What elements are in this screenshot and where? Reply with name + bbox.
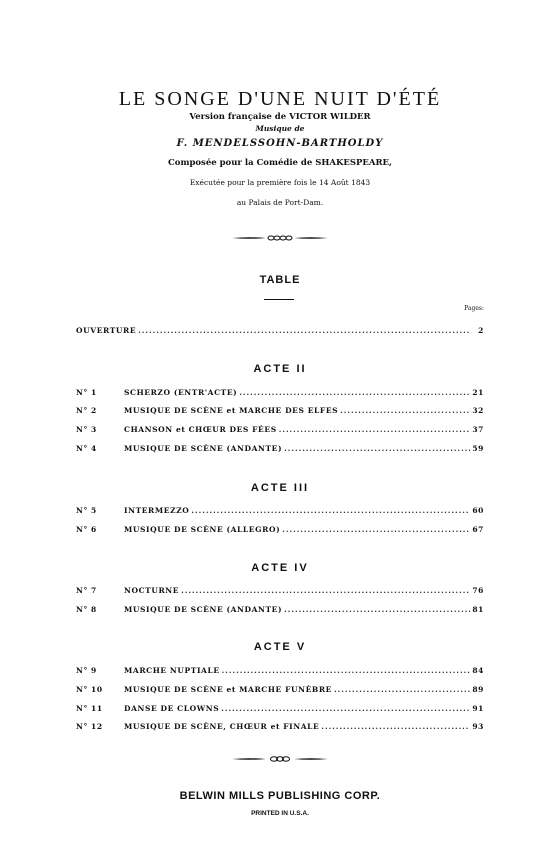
venue-line: au Palais de Port-Dam. bbox=[236, 198, 324, 207]
toc-entry bbox=[76, 685, 484, 697]
toc-entry-page: 91 bbox=[472, 704, 484, 713]
act-heading: ACTE III bbox=[250, 482, 310, 494]
composer-name: F. MENDELSSOHN-BARTHOLDY bbox=[176, 138, 384, 149]
toc-entry bbox=[76, 425, 484, 437]
ornament-divider-icon bbox=[230, 233, 330, 243]
toc-entry-page: 59 bbox=[472, 444, 484, 453]
toc-entry-page: 67 bbox=[472, 525, 484, 534]
toc-entry bbox=[76, 506, 484, 518]
toc-entry bbox=[76, 666, 484, 678]
dot-leader bbox=[284, 605, 470, 614]
page-title: LE SONGE D'UNE NUIT D'ÉTÉ bbox=[118, 88, 442, 110]
toc-entry-title: MUSIQUE DE SCÈNE (ANDANTE) bbox=[124, 444, 283, 453]
toc-entry bbox=[76, 444, 484, 456]
dot-leader bbox=[321, 722, 470, 731]
toc-entry-number: N° 9 bbox=[76, 666, 97, 675]
toc-entry-page: 2 bbox=[478, 326, 484, 335]
toc-entry bbox=[76, 704, 484, 716]
toc-entry-title: INTERMEZZO bbox=[124, 506, 190, 515]
toc-entry-title: MUSIQUE DE SCÈNE (ANDANTE) bbox=[124, 605, 283, 614]
translation-credit: Version française de VICTOR WILDER bbox=[189, 112, 371, 122]
toc-entry-number: N° 7 bbox=[76, 586, 97, 595]
dot-leader bbox=[181, 586, 470, 595]
toc-entry-number: N° 11 bbox=[76, 704, 103, 713]
toc-entry bbox=[76, 605, 484, 617]
toc-entry-title: MUSIQUE DE SCÈNE et MARCHE FUNÈBRE bbox=[124, 685, 332, 694]
printed-in-note: PRINTED IN U.S.A. bbox=[251, 810, 309, 817]
toc-entry-number: N° 12 bbox=[76, 722, 103, 731]
dot-leader bbox=[279, 425, 470, 434]
toc-entry-number: N° 10 bbox=[76, 685, 103, 694]
ornament-divider-icon bbox=[230, 754, 330, 764]
toc-entry-title: MUSIQUE DE SCÈNE et MARCHE DES ELFES bbox=[124, 406, 339, 415]
act-heading: ACTE V bbox=[253, 641, 307, 653]
toc-entry bbox=[76, 388, 484, 400]
toc-entry-title: OUVERTURE bbox=[76, 326, 137, 335]
toc-entry-number: N° 3 bbox=[76, 425, 97, 434]
publisher-name: BELWIN MILLS PUBLISHING CORP. bbox=[179, 790, 381, 802]
toc-entry-page: 81 bbox=[472, 605, 484, 614]
table-heading: TABLE bbox=[259, 274, 301, 286]
toc-entry bbox=[76, 525, 484, 537]
toc-entry-number: N° 8 bbox=[76, 605, 97, 614]
dot-leader bbox=[222, 666, 470, 675]
toc-entry-title: NOCTURNE bbox=[124, 586, 180, 595]
toc-entry-title: MUSIQUE DE SCÈNE, CHŒUR et FINALE bbox=[124, 722, 320, 731]
dot-leader bbox=[340, 406, 470, 415]
toc-entry-overture bbox=[76, 326, 484, 338]
toc-entry-number: N° 1 bbox=[76, 388, 97, 397]
toc-entry-title: MUSIQUE DE SCÈNE (ALLEGRO) bbox=[124, 525, 281, 534]
toc-entry-page: 60 bbox=[472, 506, 484, 515]
music-by-label: Musique de bbox=[255, 124, 305, 133]
toc-entry-page: 76 bbox=[472, 586, 484, 595]
pages-column-label: Pages: bbox=[464, 305, 484, 312]
toc-entry-number: N° 4 bbox=[76, 444, 97, 453]
dot-leader bbox=[334, 685, 470, 694]
toc-entry-page: 89 bbox=[472, 685, 484, 694]
composed-for-line: Composée pour la Comédie de SHAKESPEARE, bbox=[168, 158, 392, 168]
toc-entry-title: CHANSON et CHŒUR DES FÉES bbox=[124, 425, 277, 434]
toc-entry bbox=[76, 586, 484, 598]
toc-entry bbox=[76, 406, 484, 418]
toc-entry bbox=[76, 722, 484, 734]
table-heading-rule bbox=[264, 299, 294, 300]
dot-leader bbox=[282, 525, 470, 534]
dot-leader bbox=[138, 326, 470, 335]
act-heading: ACTE IV bbox=[251, 562, 309, 574]
premiere-line: Exécutée pour la première fois le 14 Août 1843 bbox=[189, 178, 371, 187]
toc-entry-title: MARCHE NUPTIALE bbox=[124, 666, 220, 675]
toc-entry-page: 93 bbox=[472, 722, 484, 731]
toc-entry-title: DANSE DE CLOWNS bbox=[124, 704, 220, 713]
dot-leader bbox=[239, 388, 470, 397]
dot-leader bbox=[191, 506, 470, 515]
toc-entry-page: 21 bbox=[472, 388, 484, 397]
dot-leader bbox=[284, 444, 470, 453]
toc-entry-page: 37 bbox=[472, 425, 484, 434]
toc-entry-title: SCHERZO (ENTR'ACTE) bbox=[124, 388, 238, 397]
toc-entry-number: N° 5 bbox=[76, 506, 97, 515]
toc-entry-page: 32 bbox=[472, 406, 484, 415]
toc-entry-number: N° 2 bbox=[76, 406, 97, 415]
toc-entry-number: N° 6 bbox=[76, 525, 97, 534]
dot-leader bbox=[221, 704, 470, 713]
act-heading: ACTE II bbox=[253, 363, 307, 375]
toc-entry-page: 84 bbox=[472, 666, 484, 675]
